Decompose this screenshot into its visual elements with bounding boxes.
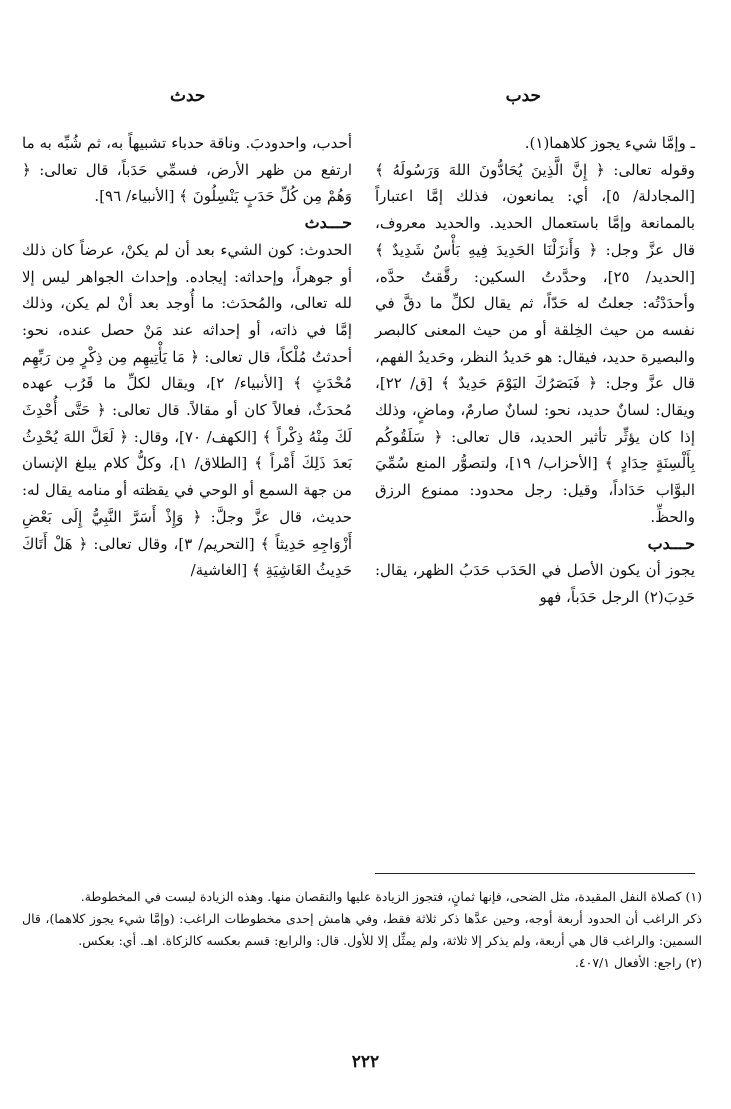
paragraph: ـ وإمَّا شيء يجوز كلاهما(١). — [524, 134, 695, 152]
page-number: ٢٢٢ — [351, 1052, 380, 1072]
entry-heading: حـــدث — [304, 213, 352, 233]
running-header-right: حدب — [505, 86, 541, 106]
paragraph: يجوز أن يكون الأصل في الحَدَب حَدَبُ الظهر، يقال: حَدِبَ(٢) الرجل حَدَباً، فهو — [375, 561, 695, 606]
running-header-left: حدث — [170, 86, 206, 106]
footnote-1-note: ذكر الراغب أن الحدود أربعة أوجه، وحين عدَّها ذكر ثلاثة فقط، وفي هامش إحدى مخطوطات الراغب: (وإمَّا شيء يجوز كلاهما)، قال السمين: والراغب قال هي أربعة، ولم يذكر إلا ثلاثة، ولم يمثِّل إلا للأول. قال: والرابع: قسم بعكسه كالزكاة. اهـ. أي: بعكس. — [22, 911, 702, 948]
footnote-separator — [375, 873, 695, 874]
left-column — [22, 130, 352, 584]
footnotes — [22, 886, 702, 974]
entry-heading: حـــدب — [647, 533, 695, 553]
paragraph: وقوله تعالى: ﴿ إِنَّ الَّذِينَ يُحَادُّونَ اللهَ وَرَسُولَهُ ﴾ [المجادلة/ ٥]، أي: يمانعون، فذلك إمَّا اعتباراً بالممانعة وإمَّا باستعمال الحديد. والحديد معروف، قال عزَّ وجل: ﴿ وَأَنزَلْنَا الحَدِيدَ فِيهِ بَأْسٌ شَدِيدٌ ﴾ [الحديد/ ٢٥]، وحدَّدتُ السكين: رقَّقتُ حدَّه، وأحدَدْتُه: جعلتُ له حَدّاً، ثم يقال لكلِّ ما دقَّ في نفسه من حيث الخِلقة أو من حيث المعنى كالبصر والبصيرة حديد، فيقال: هو حَديدُ النظر، وحَديدُ الفهم، قال عزَّ وجل: ﴿ فَبَصَرُكَ اليَوْمَ حَدِيدٌ ﴾ [ق/ ٢٢]، ويقال: لسانٌ حديد، نحو: لسانٌ صارمٌ، وماضٍ، وذلك إذا كان يؤثِّر تأثير الحديد، قال تعالى: ﴿ سَلَقُوكُم بِأَلْسِنَةٍ حِدَادٍ ﴾ [الأحزاب/ ١٩]، ولتصوُّر المنع سُمِّيَ البوَّاب حَدَاداً، وقيل: رجل محدود: ممنوع الرزق والحظِّ. — [375, 160, 695, 526]
paragraph: الحدوث: كون الشيء بعد أن لم يكنْ، عرضاً كان ذلك أو جوهراً، وإحداثه: إيجاده. وإحداث الجواهر ليس إلا لله تعالى، والمُحدَث: ما أُوجد بعد أنْ لم يكن، وذلك إمَّا في ذاته، أو إحداثه عند مَنْ حصل عنده، نحو: أحدثتُ مُلْكاً، قال تعالى: ﴿ مَا يَأْتِيهِم مِن ذِكْرٍ مِن رَبِّهِم مُحْدَثٍ ﴾ [الأنبياء/ ٢]، ويقال لكلِّ ما قَرُب عهده مُحدَثٌ، فعالاً كان أو مقالاً. قال تعالى: ﴿ حَتَّى أُحْدِثَ لَكَ مِنْهُ ذِكْراً ﴾ [الكهف/ ٧٠]، وقال: ﴿ لَعَلَّ اللهَ يُحْدِثُ بَعدَ ذَلِكَ أَمْراً ﴾ [الطلاق/ ١]، وكلُّ كلام يبلغ الإنسان من جهة السمع أو الوحي في يقظته أو منامه يقال له: حديث، قال عزَّ وجلَّ: ﴿ وَإِذْ أَسَرَّ النَّبِيُّ إِلَى بَعْضِ أَزْوَاجِهِ حَدِيثاً ﴾ [التحريم/ ٣]، وقال تعالى: ﴿ هَلْ أَتَاكَ حَدِيثُ الغَاشِيَةِ ﴾ [الغاشية/ — [22, 240, 353, 580]
footnote-2: (٢) راجع: الأفعال ٤٠٧/١. — [574, 955, 702, 970]
footnote-1: (١) كصلاة النفل المقيدة، مثل الضحى، فإنها ثمانٍ، فتجوز الزيادة عليها والنقصان منها. وهذه الزيادة ليست في المخطوطة. — [80, 889, 702, 904]
right-column — [375, 130, 695, 611]
paragraph: أحدب، واحدودبَ. وناقة حدباء تشبيهاً به، ثم شُبِّه به ما ارتفع من ظهر الأرض، فسمِّي حَدَباً، قال تعالى: ﴿ وَهُمْ مِن كُلِّ حَدَبٍ يَنْسِلُونَ ﴾ [الأنبياء/ ٩٦]. — [22, 134, 352, 206]
